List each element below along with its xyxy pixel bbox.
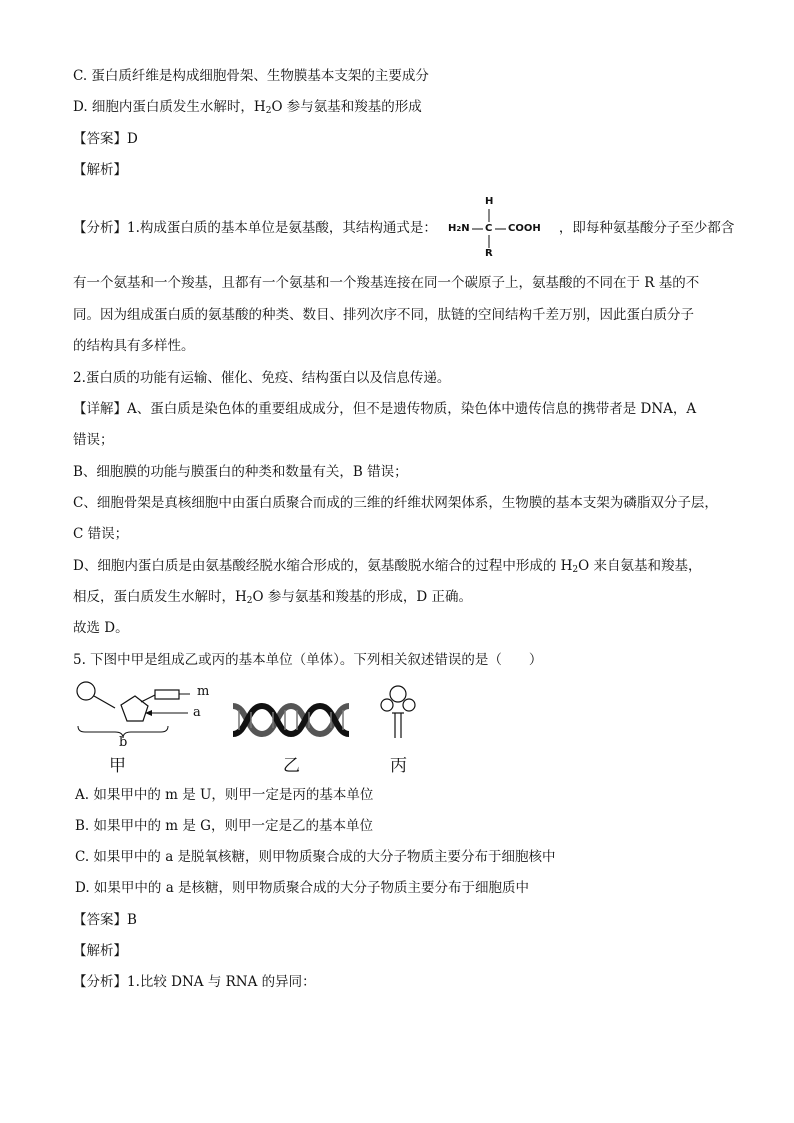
detail-line	[73, 587, 472, 611]
label-b: b	[119, 735, 128, 750]
paragraph-line: 同。因为组成蛋白质的氨基酸的种类、数目、排列次序不同，肽链的空间结构千差万别，因此蛋白质分子	[73, 307, 694, 323]
formula-carboxyl: COOH	[508, 223, 541, 234]
formula-amino-group	[448, 223, 470, 235]
detail-line: 【详解】A、蛋白质是染色体的重要组成成分，但不是遗传物质，染色体中遗传信息的携带者是 DNA，A	[73, 401, 697, 417]
label-a: a	[193, 705, 201, 720]
detail-line: C 错误；	[73, 526, 129, 542]
detail-line	[73, 556, 701, 580]
detail-line: B、细胞膜的功能与膜蛋白的种类和数量有关，B 错误；	[73, 464, 408, 480]
text-part: D、细胞内蛋白质是由氨基酸经脱水缩合形成的，氨基酸脱水缩合的过程中形成的 H	[73, 558, 573, 574]
figure-drawing	[73, 680, 433, 780]
conclusion-line: 故选 D。	[73, 620, 129, 636]
analysis-intro: 【分析】1.比较 DNA 与 RNA 的异同：	[73, 974, 316, 990]
paragraph-line: 有一个氨基和一个羧基，且都有一个氨基和一个羧基连接在同一个碳原子上，氨基酸的不同在于 R 基的不	[73, 275, 700, 291]
option-b: B. 如果甲中的 m 是 G，则甲一定是乙的基本单位	[75, 818, 373, 834]
text-part: ，即每种氨基酸分子至少都含	[558, 220, 735, 236]
formula-sub: 2	[456, 225, 462, 233]
formula-top-h: H	[485, 196, 494, 207]
formula-carbon: C	[485, 223, 493, 234]
text-part: O 参与氨基和羧基的形成，D 正确。	[252, 589, 472, 605]
subscript: 2	[265, 106, 272, 116]
phosphate-icon	[77, 682, 95, 700]
formula-r-group: R	[485, 248, 493, 259]
caption-yi: 乙	[283, 756, 300, 776]
answer-label: 【答案】B	[73, 912, 137, 928]
text-part: 相反，蛋白质发生水解时，H	[73, 589, 247, 605]
label-m: m	[197, 684, 210, 699]
dna-double-helix-icon	[233, 706, 349, 734]
formula-h: H	[448, 223, 457, 234]
subscript: 2	[246, 596, 253, 606]
question-stem: 5. 下图中甲是组成乙或丙的基本单位（单体）。下列相关叙述错误的是（ ）	[73, 652, 543, 668]
answer-label: 【答案】D	[73, 131, 138, 147]
option-c: C. 如果甲中的 a 是脱氧核糖，则甲物质聚合成的大分子物质主要分布于细胞核中	[75, 849, 556, 865]
paragraph-line: 的结构具有多样性。	[73, 338, 195, 354]
trna-cloverleaf-icon	[381, 686, 415, 738]
amino-acid-formula	[448, 195, 568, 261]
nucleotide-figure	[73, 680, 433, 780]
option-a: A. 如果甲中的 m 是 U，则甲一定是丙的基本单位	[75, 787, 374, 803]
option-c-prev: C. 蛋白质纤维是构成细胞骨架、生物膜基本支架的主要成分	[73, 68, 429, 84]
caption-jia: 甲	[109, 756, 126, 776]
caption-bing: 丙	[390, 756, 407, 776]
option-d-prev	[73, 97, 422, 121]
detail-line: 错误；	[73, 432, 114, 448]
analysis-label: 【解析】	[73, 943, 127, 959]
text-part: D. 细胞内蛋白质发生水解时，H	[73, 99, 266, 115]
paragraph-line: 2.蛋白质的功能有运输、催化、免疫、结构蛋白以及信息传递。	[73, 370, 451, 386]
text-part: O 参与氨基和羧基的形成	[271, 99, 422, 115]
base-icon	[155, 690, 179, 699]
text-part: O 来自氨基和羧基，	[578, 558, 702, 574]
analysis-intro	[73, 218, 734, 238]
option-d: D. 如果甲中的 a 是核糖，则甲物质聚合成的大分子物质主要分布于细胞质中	[75, 880, 530, 896]
pentose-sugar-icon	[121, 696, 148, 721]
text-part: 【分析】1.构成蛋白质的基本单位是氨基酸，其结构通式是：	[73, 220, 437, 236]
subscript: 2	[572, 565, 579, 575]
analysis-label: 【解析】	[73, 162, 127, 178]
detail-line: C、细胞骨架是真核细胞中由蛋白质聚合而成的三维的纤维状网架体系，生物膜的基本支架为磷脂双分子层，	[73, 495, 718, 511]
formula-n: N	[461, 223, 470, 234]
